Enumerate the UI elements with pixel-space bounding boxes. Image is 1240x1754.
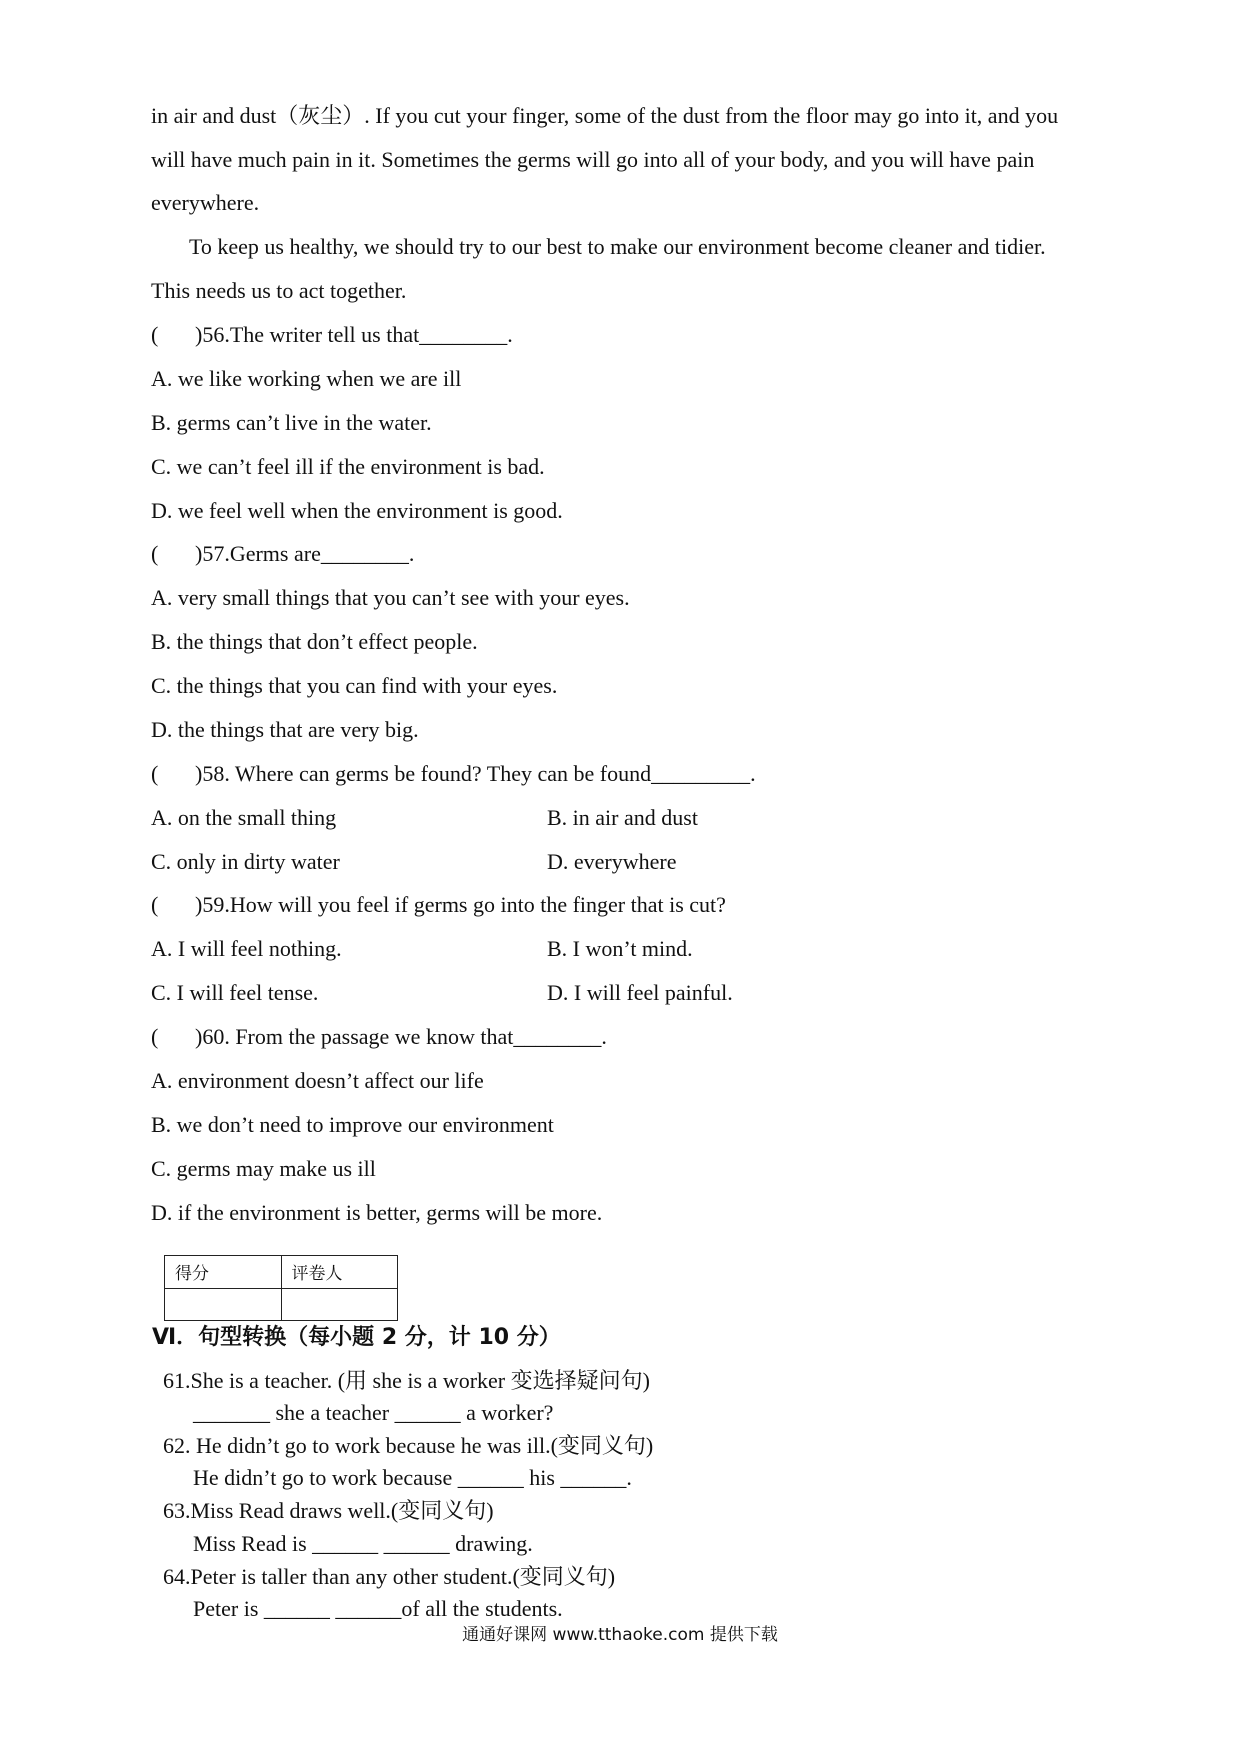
answer-paren: (: [151, 541, 159, 566]
option-d: D. we feel well when the environment is good.: [151, 498, 563, 523]
answer-paren: (: [151, 761, 159, 786]
question-59-stem: [151, 890, 726, 920]
transform-answer-63: Miss Read is ______ ______ drawing.: [193, 1531, 533, 1556]
grader-cell[interactable]: [281, 1288, 398, 1321]
transform-answer-62: He didn’t go to work because ______ his ______.: [193, 1465, 632, 1490]
transform-item-63: 63.Miss Read draws well.(变同义句): [163, 1498, 494, 1523]
option-a: A. environment doesn’t affect our life: [151, 1068, 484, 1093]
option-d: D. everywhere: [547, 849, 677, 874]
passage-line: everywhere.: [151, 190, 260, 215]
option-b: B. germs can’t live in the water.: [151, 410, 432, 435]
option-c: C. we can’t feel ill if the environment is bad.: [151, 454, 545, 479]
question-58-stem: [151, 759, 756, 789]
question-57-stem: [151, 539, 414, 569]
grader-label: 评卷人: [281, 1256, 398, 1289]
passage-line: in air and dust（灰尘）. If you cut your finger, some of the dust from the floor may go into it, and you: [151, 103, 1059, 128]
passage-line: will have much pain in it. Sometimes the germs will go into all of your body, and you will have pain: [151, 147, 1035, 172]
question-56-stem: [151, 320, 513, 350]
option-d: D. I will feel painful.: [547, 980, 733, 1005]
option-b: B. we don’t need to improve our environment: [151, 1112, 554, 1137]
score-label: 得分: [165, 1256, 282, 1289]
passage-line: This needs us to act together.: [151, 278, 407, 303]
option-a: A. we like working when we are ill: [151, 366, 462, 391]
option-c: C. only in dirty water: [151, 849, 340, 874]
transform-item-61: 61.She is a teacher. (用 she is a worker 变选择疑问句): [163, 1368, 650, 1393]
question-text: )58. Where can germs be found? They can be found_________.: [195, 761, 756, 786]
transform-answer-61: _______ she a teacher ______ a worker?: [193, 1400, 554, 1425]
option-a: A. on the small thing: [151, 805, 337, 830]
option-d: D. the things that are very big.: [151, 717, 419, 742]
transform-item-62: 62. He didn’t go to work because he was ill.(变同义句): [163, 1433, 654, 1458]
option-d: D. if the environment is better, germs will be more.: [151, 1200, 603, 1225]
option-c: C. germs may make us ill: [151, 1156, 376, 1181]
option-b: B. in air and dust: [547, 805, 698, 830]
option-a: A. very small things that you can’t see with your eyes.: [151, 585, 630, 610]
question-text: )57.Germs are________.: [195, 541, 415, 566]
answer-paren: (: [151, 322, 159, 347]
question-60-stem: [151, 1022, 607, 1052]
transform-item-64: 64.Peter is taller than any other student.(变同义句): [163, 1564, 616, 1589]
transform-answer-64: Peter is ______ ______of all the students.: [193, 1596, 563, 1621]
question-text: )56.The writer tell us that________.: [195, 322, 513, 347]
footer-source: 通通好课网 www.tthaoke.com 提供下载: [462, 1625, 778, 1645]
score-cell[interactable]: [165, 1288, 282, 1321]
passage-line: To keep us healthy, we should try to our best to make our environment become cleaner and tidier.: [189, 234, 1046, 259]
option-c: C. the things that you can find with your eyes.: [151, 673, 558, 698]
option-b: B. I won’t mind.: [547, 936, 693, 961]
option-c: C. I will feel tense.: [151, 980, 319, 1005]
score-table: [164, 1255, 398, 1321]
option-a: A. I will feel nothing.: [151, 936, 342, 961]
answer-paren: (: [151, 1024, 159, 1049]
question-text: )60. From the passage we know that________.: [195, 1024, 607, 1049]
question-text: )59.How will you feel if germs go into the finger that is cut?: [195, 892, 726, 917]
option-b: B. the things that don’t effect people.: [151, 629, 478, 654]
section-6-title: Ⅵ．句型转换（每小题 2 分，计 10 分）: [152, 1325, 561, 1350]
answer-paren: (: [151, 892, 159, 917]
